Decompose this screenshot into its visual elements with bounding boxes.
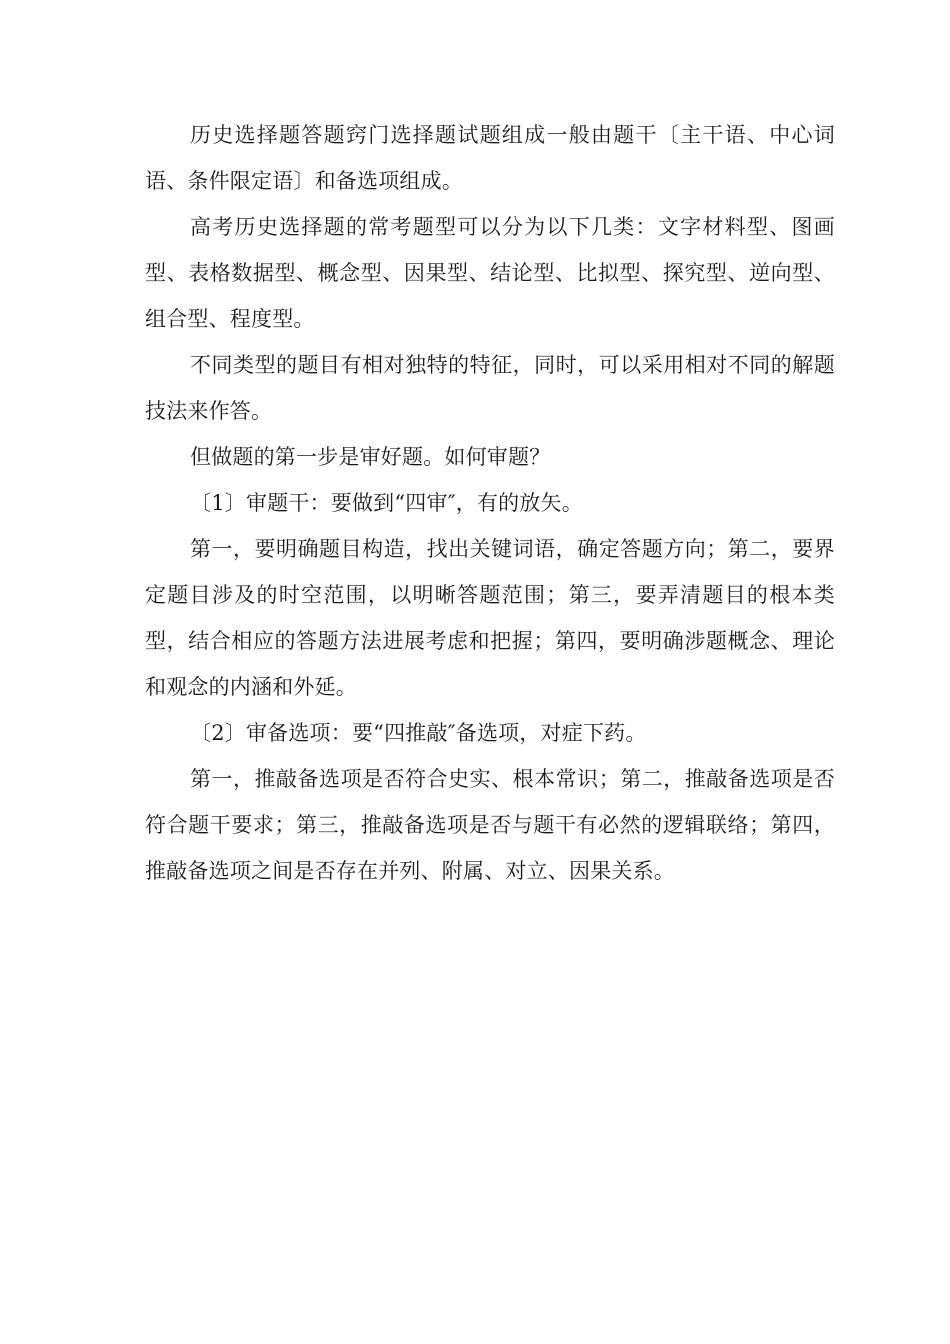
paragraph-first-step: 但做题的第一步是审好题。如何审题？ [190, 445, 551, 469]
paragraph-options-details: 第一，推敲备选项是否符合史实、根本常识；第二，推敲备选项是否符合题干要求；第三，推敲备选项是否与题干有必然的逻辑联络；第四，推敲备选项之间是否存在并列、附属、对立、因果关系。 [145, 767, 835, 883]
paragraph-type-features: 不同类型的题目有相对独特的特征，同时，可以采用相对不同的解题技法来作答。 [145, 353, 835, 423]
document-page [145, 112, 835, 894]
paragraph-stem-heading: 〔1〕审题干：要做到“四审″，有的放矢。 [190, 491, 583, 515]
paragraph-stem-details: 第一，要明确题目构造，找出关键词语，确定答题方向；第二，要界定题目涉及的时空范围，以明晰答题范围；第三，要弄清题目的根本类型，结合相应的答题方法进展考虑和把握；第四，要明确涉题概念、理论和观念的内涵和外延。 [145, 537, 835, 699]
paragraph-options-heading: 〔2〕审备选项：要“四推敲″备选项，对症下药。 [190, 721, 647, 745]
paragraph-intro: 历史选择题答题窍门选择题试题组成一般由题干〔主干语、中心词语、条件限定语〕和备选项组成。 [145, 123, 835, 193]
paragraph-question-types: 高考历史选择题的常考题型可以分为以下几类：文字材料型、图画型、表格数据型、概念型、因果型、结论型、比拟型、探究型、逆向型、组合型、程度型。 [145, 215, 835, 331]
